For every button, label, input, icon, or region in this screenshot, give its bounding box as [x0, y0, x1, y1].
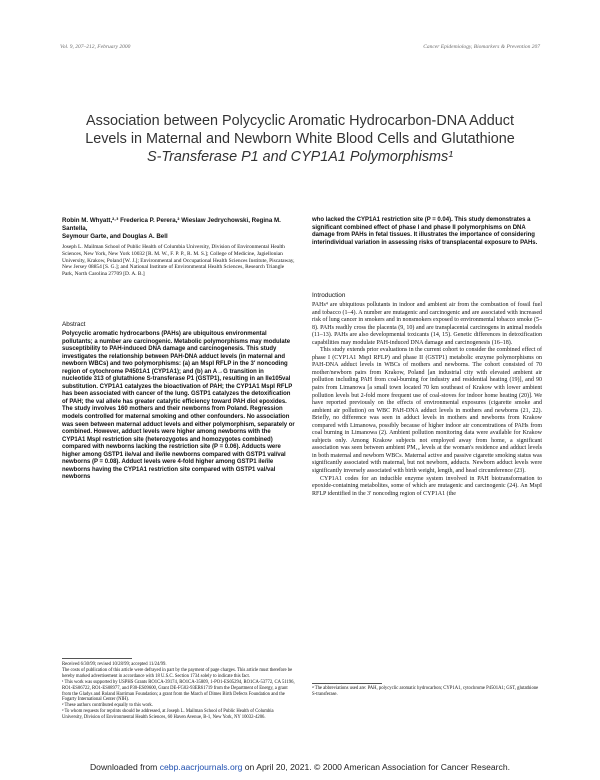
title-line-1: Association between Polycyclic Aromatic Hydrocarbon-DNA Adduct — [86, 113, 514, 129]
download-footer — [0, 762, 600, 772]
footnote-abbreviations: ⁴ The abbreviations used are: PAH, polycyclic aromatic hydrocarbon; CYP1A1, cytochrome P4501A1; GST, glutathione S-transferase. — [312, 686, 539, 697]
title-line-3: S-Transferase P1 and CYP1A1 Polymorphisms¹ — [146, 149, 454, 165]
footnote-divider-left — [62, 658, 132, 659]
intro-paragraph: This study extends prior evaluations in the current cohort to consider the combined effect of phase I (CYP1A1 MspI RFLP) and phase II (GSTP1) metabolic enzyme polymorphisms on PAH-DNA adduct levels in WBCs of mothers and newborns. The cohort consisted of 70 mother/newborn pairs from Krakow, Poland [an industrial city with elevated ambient air pollution including PAH from coal-burning for industry and residential heating (19)], and 90 pairs from Limanowa [a small town located 70 km southeast of Krakow with lower ambient pollution levels but 2-fold more frequent use of coal-stoves for indoor home heating (20)]. We have reported previously on the effects of environmental exposures (cigarette smoke and ambient air pollution) on WBC PAH-DNA adduct levels in mothers and newborns (21, 22). Briefly, no difference was seen in adduct levels in mothers and newborns from Krakow compared with Limanowa, possibly because of higher indoor air concentrations of PAHs from coal burning in Limanowa (2). Ambient pollution monitoring data were available for Krakow subjects only. Among Krakow subjects not employed away from home, a significant association was seen between ambient PM₁₀ levels at the woman's residence and adduct levels in both maternal and newborn WBCs. Maternal active and passive cigarette smoking status was significantly associated with maternal, but not newborn, adducts. Newborn adduct levels were significantly inversely associated with birth weight, length, and head circumference (23). — [312, 347, 542, 475]
footnote-funding: ¹ This work was supported by USPHS Grants RO1CA-39174, RO1CA-35809, 1-PO1-ES05294, RO1CA-53772, CA 51196, RO1-ES06722, RO1-ES08977, and P30-ES09600, Grant DE-FG02-93ER61719 from the Department of Energy, a grant from the Gladys and Roland Harriman Foundation; a grant from the March of Dimes Birth Defects Foundation and the Fogarty International Center (NIH). — [62, 679, 295, 703]
footnotes-right — [312, 686, 542, 698]
footer-link[interactable]: cebp.aacrjournals.org — [159, 762, 243, 772]
abstract-continuation-block — [312, 217, 542, 247]
footer-prefix: Downloaded from — [89, 762, 158, 772]
author-block — [62, 217, 295, 278]
abstract-heading: Abstract — [62, 321, 86, 328]
affiliations: Joseph L. Mailman School of Public Health of Columbia University, Division of Environmental Health Sciences, New York, New York 10032 [R. M. W., F. P. P., R. M. S.]; College of Medicine, Jagiellonian University, Krakow, Poland [W. J.]; Environmental and Occupational Health Sciences Institute, Piscataway, New Jersey 08854 [S. G.]; and National Institute of Environmental Health Sciences, Research Triangle Park, North Carolina 27709 [D. A. B.] — [62, 244, 295, 278]
intro-paragraph: CYP1A1 codes for an inducible enzyme system involved in PAH biotransformation to epoxide-containing metabolites, some of which are mutagenic and carcinogenic (24). An MspI RFLP identified in the 3′ noncoding region of CYP1A1 (the — [312, 475, 542, 497]
footnotes-left — [62, 662, 295, 721]
footnote-received: Received 6/30/99; revised 10/28/99; accepted 11/24/99. — [62, 662, 167, 667]
abstract-section — [62, 321, 295, 482]
abstract-text: Polycyclic aromatic hydrocarbons (PAHs) are ubiquitous environmental pollutants; a number are carcinogenic. Metabolic polymorphisms may modulate susceptibility to PAH-induced DNA damage and carcinogenesis. This study investigates the relationship between PAH-DNA adduct levels (in maternal and newborn WBCs) and two polymorphisms: (a) an MspI RFLP in the 3′ noncoding region of cytochrome P4501A1 (CYP1A1); and (b) an A→G transition in nucleotide 313 of glutathione S-transferase P1 (GSTP1), resulting in an Ile105val substitution. CYP1A1 catalyzes the bioactivation of PAH; the CYP1A1 MspI RFLP has been associated with cancer of the lung. GSTP1 catalyzes the detoxification of PAH; the val allele has greater catalytic efficiency toward PAH diol epoxides. The study involves 160 mothers and their newborns from Poland. Regression models controlled for maternal smoking and other confounders. No association was seen between maternal adduct levels and either polymorphism, separately or combined. However, adduct levels were higher among newborns with the CYP1A1 MspI restriction site (heterozygotes and homozygotes combined) compared with newborns lacking the restriction site (P = 0.06). Adducts were higher among GSTP1 ile/val and ile/ile newborns compared with GSTP1 val/val newborns (P = 0.08). Adduct levels were 4-fold higher among GSTP1 ile/ile newborns having the CYP1A1 restriction site compared with GSTP1 val/val newborns — [62, 331, 295, 481]
article-title — [60, 112, 540, 166]
title-line-2: Levels in Maternal and Newborn White Blood Cells and Glutathione — [85, 131, 515, 147]
introduction-section — [312, 292, 542, 498]
footnote-divider-right — [312, 683, 382, 684]
author-list — [62, 217, 295, 241]
footnote-reprints: ³ To whom requests for reprints should be addressed, at Joseph L. Mailman School of Public Health of Columbia University, Division of Environmental Health Sciences, 60 Haven Avenue, B-1, New York, NY 10032-4206. — [62, 709, 274, 721]
intro-paragraph: PAHs⁴ are ubiquitous pollutants in indoor and ambient air from the combustion of fossil fuel and tobacco (1–4). A number are mutagenic and carcinogenic and are associated with increased risk of lung cancer in smokers and in nonsmokers exposed to environmental tobacco smoke (5–8). PAHs readily cross the placenta (9, 10) and are transplacental carcinogens in animal models (11–13). PAHs are also developmental toxicants (14, 15). Genetic differences in detoxification capabilities may modulate PAH-induced DNA damage and carcinogenesis (16–18). — [312, 302, 542, 346]
author-line-2: Seymour Garte, and Douglas A. Bell — [62, 233, 168, 240]
footnote-equal-contribution: ² These authors contributed equally to this work. — [62, 703, 153, 709]
footnote-costs: The costs of publication of this article were defrayed in part by the payment of page charges. This article must therefore be hereby marked advertisement in accordance with 18 U.S.C. Section 1734 solely to indicate this fact. — [62, 667, 293, 679]
author-line-1: Robin M. Whyatt,²·³ Frederica P. Perera,² Wieslaw Jedrychowski, Regina M. Santella, — [62, 217, 281, 232]
journal-name: Cancer Epidemiology, Biomarkers & Prevention 207 — [423, 44, 540, 50]
journal-volume-info: Vol. 9, 207–212, February 2000 — [60, 44, 131, 50]
introduction-heading: Introduction — [312, 292, 346, 299]
footer-suffix: on April 20, 2021. © 2000 American Association for Cancer Research. — [244, 762, 511, 772]
abstract-continuation: who lacked the CYP1A1 restriction site (P = 0.04). This study demonstrates a significant combined effect of phase I and phase II polymorphisms on DNA damage from PAHs in fetal tissues. It illustrates the importance of considering interindividual variation in assessing risks of transplacental exposure to PAHs. — [312, 217, 538, 246]
